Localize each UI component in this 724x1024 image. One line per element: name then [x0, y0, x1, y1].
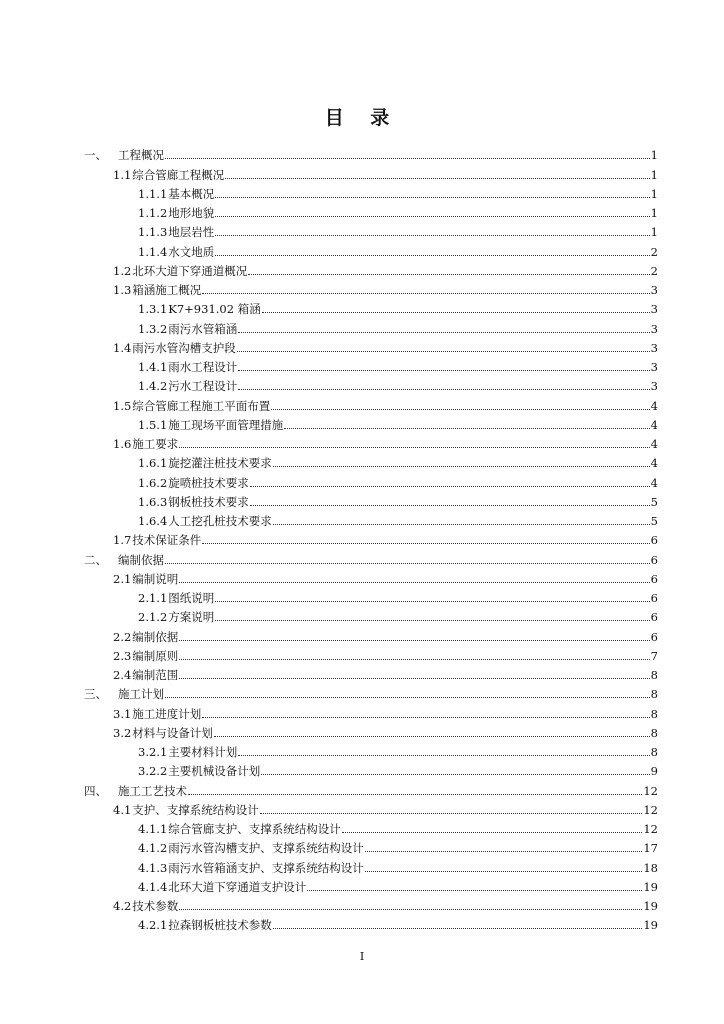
toc-entry-number: 1.4.2 — [138, 379, 168, 394]
toc-entry-title: 雨污水管箱涵支护、支撑系统结构设计 — [168, 860, 364, 875]
toc-entry[interactable] — [84, 316, 658, 335]
toc-entry[interactable] — [84, 393, 658, 412]
toc-entry[interactable] — [84, 567, 658, 586]
toc-entry-page: 12 — [643, 822, 658, 836]
toc-entry-number: 1.6 — [113, 437, 132, 451]
toc-entry[interactable] — [84, 432, 658, 451]
toc-entry-number: 三、 — [84, 687, 107, 702]
toc-entry-page: 1 — [650, 206, 658, 220]
toc-entry-page: 3 — [650, 321, 658, 336]
toc-entry-page: 19 — [643, 918, 658, 933]
toc-entry-title: 施工进度计划 — [132, 706, 202, 721]
toc-dot-leader — [284, 428, 649, 429]
toc-entry[interactable] — [84, 259, 658, 278]
toc-entry-title: K7+931.02 箱涵 — [168, 302, 261, 317]
toc-entry-title: 基本概况 — [168, 186, 215, 201]
toc-entry-number: 4.2.1 — [138, 918, 168, 933]
toc-entry-title: 材料与设备计划 — [132, 725, 213, 740]
toc-entry[interactable] — [84, 374, 658, 393]
toc-entry[interactable] — [84, 644, 658, 663]
toc-entry-number: 1.3.2 — [138, 321, 168, 336]
toc-dot-leader — [250, 486, 650, 487]
toc-entry[interactable] — [84, 740, 658, 759]
toc-entry-title: 雨污水管沟槽支护、支撑系统结构设计 — [168, 841, 364, 856]
toc-entry-number: 4.1 — [113, 802, 132, 817]
toc-entry[interactable] — [84, 855, 658, 874]
toc-entry-number: 3.2.2 — [138, 764, 168, 779]
toc-dot-leader — [215, 197, 649, 198]
toc-entry[interactable] — [84, 682, 658, 701]
toc-entry-title: 施工现场平面管理措施 — [168, 417, 284, 432]
toc-dot-leader — [165, 158, 650, 159]
toc-entry-number: 1.4 — [113, 340, 132, 355]
toc-entry-page: 6 — [650, 629, 658, 644]
toc-entry-number: 1.6.2 — [138, 475, 168, 490]
toc-entry[interactable] — [84, 143, 658, 162]
toc-entry-title: 支护、支撑系统结构设计 — [132, 802, 259, 817]
toc-entry-number: 1.1.3 — [138, 225, 168, 240]
toc-entry[interactable] — [84, 836, 658, 855]
toc-entry-page: 6 — [650, 552, 658, 567]
toc-entry[interactable] — [84, 297, 658, 316]
toc-entry-page: 5 — [650, 514, 658, 528]
toc-entry-title: 北环大道下穿通道概况 — [132, 263, 248, 278]
toc-dot-leader — [179, 909, 642, 910]
toc-entry-number: 3.2.1 — [138, 745, 168, 759]
toc-dot-leader — [202, 543, 649, 544]
toc-entry-title: 编制范围 — [132, 668, 179, 682]
toc-entry-number: 1.1.1 — [138, 186, 168, 201]
toc-entry-title: 箱涵施工概况 — [132, 283, 202, 297]
toc-entry-page: 17 — [643, 841, 658, 856]
toc-entry-number: 1.2 — [113, 263, 132, 278]
toc-entry-number: 4.1.2 — [138, 841, 168, 856]
toc-entry-title: 钢板桩技术要求 — [168, 494, 249, 509]
toc-entry-title: 综合管廊工程施工平面布置 — [132, 398, 271, 413]
toc-entry-page: 19 — [643, 899, 658, 913]
toc-entry-number: 四、 — [84, 783, 107, 798]
toc-dot-leader — [248, 274, 649, 275]
toc-dot-leader — [214, 736, 650, 737]
toc-entry-number: 3.2 — [113, 725, 132, 740]
toc-entry-number: 4.1.4 — [138, 879, 168, 894]
toc-entry-title: 编制原则 — [132, 648, 179, 663]
toc-dot-leader — [262, 312, 650, 313]
toc-entry[interactable] — [84, 413, 658, 432]
toc-dot-leader — [215, 601, 649, 602]
toc-entry-number: 4.1.3 — [138, 860, 168, 875]
toc-dot-leader — [179, 640, 649, 641]
toc-entry-number: 2.1.1 — [138, 591, 168, 605]
toc-entry-title: 编制说明 — [132, 571, 179, 586]
toc-entry-number: 2.1 — [113, 571, 132, 586]
toc-entry-title: 主要机械设备计划 — [168, 764, 261, 779]
toc-dot-leader — [188, 794, 642, 795]
toc-dot-leader — [365, 871, 643, 872]
toc-dot-leader — [179, 659, 649, 660]
toc-entry-page: 4 — [650, 475, 658, 490]
toc-entry[interactable] — [84, 220, 658, 239]
toc-entry-title: 污水工程设计 — [168, 379, 238, 394]
toc-entry-page: 12 — [643, 783, 658, 798]
toc-entry[interactable] — [84, 547, 658, 566]
toc-entry-number: 4.2 — [113, 899, 132, 913]
toc-entry-title: 北环大道下穿通道支护设计 — [168, 879, 307, 894]
toc-dot-leader — [179, 582, 649, 583]
toc-dot-leader — [215, 620, 649, 621]
toc-entry-page: 1 — [650, 167, 658, 182]
toc-entry-page: 8 — [650, 706, 658, 721]
toc-entry-number: 1.3 — [113, 283, 132, 297]
toc-title: 目 录 — [324, 107, 400, 129]
toc-dot-leader — [307, 890, 642, 891]
toc-entry-title: 拉森钢板桩技术参数 — [168, 918, 272, 933]
toc-entry-number: 2.1.2 — [138, 610, 168, 625]
table-of-contents — [84, 143, 658, 932]
toc-dot-leader — [238, 755, 649, 756]
toc-entry-page: 3 — [650, 302, 658, 317]
toc-entry-number: 1.6.3 — [138, 494, 168, 509]
toc-dot-leader — [237, 351, 650, 352]
toc-entry[interactable] — [84, 470, 658, 489]
toc-entry-number: 1.1 — [113, 167, 132, 182]
toc-entry-page: 6 — [650, 571, 658, 586]
toc-entry-number: 1.5 — [113, 398, 132, 413]
toc-entry-title: 雨水工程设计 — [168, 360, 238, 374]
toc-dot-leader — [238, 389, 649, 390]
toc-entry-number: 1.3.1 — [138, 302, 168, 317]
toc-entry-page: 1 — [650, 186, 658, 201]
toc-entry-page: 19 — [643, 879, 658, 894]
toc-dot-leader — [273, 524, 650, 525]
toc-entry-title: 方案说明 — [168, 610, 215, 625]
toc-dot-leader — [238, 370, 649, 371]
toc-entry-number: 1.6.4 — [138, 514, 168, 528]
toc-entry[interactable] — [84, 336, 658, 355]
toc-entry-number: 1.1.4 — [138, 244, 168, 259]
toc-entry-page: 3 — [650, 283, 658, 297]
toc-entry-title: 雨污水管沟槽支护段 — [132, 340, 236, 355]
toc-entry-number: 2.4 — [113, 668, 132, 682]
toc-entry[interactable] — [84, 778, 658, 797]
page-number: I — [359, 950, 365, 963]
toc-entry[interactable] — [84, 201, 658, 220]
toc-entry-page: 2 — [650, 263, 658, 278]
toc-dot-leader — [202, 717, 649, 718]
toc-entry[interactable] — [84, 913, 658, 932]
toc-entry-title: 旋挖灌注桩技术要求 — [168, 456, 272, 471]
toc-dot-leader — [273, 466, 650, 467]
toc-entry-title: 雨污水管箱涵 — [168, 321, 238, 336]
toc-entry-number: 一、 — [84, 148, 107, 163]
toc-entry-title: 人工挖孔桩技术要求 — [168, 514, 272, 528]
toc-entry-number: 1.5.1 — [138, 417, 168, 432]
toc-entry-page: 4 — [650, 437, 658, 451]
toc-entry[interactable] — [84, 490, 658, 509]
toc-dot-leader — [271, 409, 649, 410]
toc-entry-page: 12 — [643, 802, 658, 817]
toc-entry-page: 8 — [650, 687, 658, 702]
toc-entry[interactable] — [84, 182, 658, 201]
toc-entry-page: 8 — [650, 668, 658, 682]
toc-entry-number: 3.1 — [113, 706, 132, 721]
toc-entry[interactable] — [84, 759, 658, 778]
toc-entry-number: 4.1.1 — [138, 822, 168, 836]
toc-entry-number: 1.4.1 — [138, 360, 168, 374]
toc-entry-title: 图纸说明 — [168, 591, 215, 605]
toc-entry[interactable] — [84, 721, 658, 740]
toc-entry-page: 6 — [650, 533, 658, 548]
toc-entry-title: 施工要求 — [132, 437, 179, 451]
toc-entry[interactable] — [84, 355, 658, 374]
toc-entry[interactable] — [84, 701, 658, 720]
toc-entry-page: 4 — [650, 417, 658, 432]
toc-entry[interactable] — [84, 624, 658, 643]
toc-entry-title: 综合管廊支护、支撑系统结构设计 — [168, 822, 341, 836]
toc-entry-title: 施工计划 — [118, 687, 164, 702]
toc-dot-leader — [202, 293, 649, 294]
toc-entry-title: 技术参数 — [132, 899, 179, 913]
toc-dot-leader — [165, 697, 650, 698]
toc-entry-page: 1 — [650, 148, 658, 163]
toc-dot-leader — [215, 216, 649, 217]
toc-entry-page: 4 — [650, 456, 658, 471]
toc-entry[interactable] — [84, 239, 658, 258]
toc-entry-title: 技术保证条件 — [132, 533, 202, 548]
toc-entry-number: 2.3 — [113, 648, 132, 663]
toc-dot-leader — [225, 178, 649, 179]
toc-entry-number: 1.7 — [113, 533, 132, 548]
toc-dot-leader — [260, 813, 643, 814]
toc-entry-title: 地形地貌 — [168, 206, 215, 220]
toc-entry-page: 2 — [650, 244, 658, 259]
toc-entry-title: 编制依据 — [132, 629, 179, 644]
toc-entry-title: 主要材料计划 — [168, 745, 238, 759]
toc-entry[interactable] — [84, 798, 658, 817]
toc-dot-leader — [342, 832, 643, 833]
toc-entry-page: 3 — [650, 340, 658, 355]
toc-entry-title: 水文地质 — [168, 244, 215, 259]
toc-entry-title: 地层岩性 — [168, 225, 215, 240]
toc-entry[interactable] — [84, 663, 658, 682]
toc-entry[interactable] — [84, 162, 658, 181]
toc-dot-leader — [179, 678, 649, 679]
toc-entry-page: 9 — [650, 764, 658, 779]
toc-entry-page: 4 — [650, 398, 658, 413]
toc-entry-page: 7 — [650, 648, 658, 663]
toc-entry-number: 二、 — [84, 552, 107, 567]
toc-entry-number: 1.6.1 — [138, 456, 168, 471]
toc-entry[interactable] — [84, 509, 658, 528]
toc-entry-title: 施工工艺技术 — [118, 783, 187, 798]
toc-entry-title: 编制依据 — [118, 552, 164, 567]
toc-entry-title: 工程概况 — [118, 148, 164, 163]
toc-entry-page: 5 — [650, 494, 658, 509]
toc-entry-page: 6 — [650, 591, 658, 605]
toc-entry[interactable] — [84, 605, 658, 624]
toc-dot-leader — [215, 255, 649, 256]
toc-dot-leader — [238, 332, 649, 333]
toc-entry-page: 8 — [650, 725, 658, 740]
toc-dot-leader — [365, 851, 643, 852]
toc-dot-leader — [179, 447, 649, 448]
toc-entry[interactable] — [84, 278, 658, 297]
toc-entry-title: 旋喷桩技术要求 — [168, 475, 249, 490]
toc-entry-number: 2.2 — [113, 629, 132, 644]
toc-entry-page: 8 — [650, 745, 658, 759]
toc-entry[interactable] — [84, 875, 658, 894]
toc-entry-page: 3 — [650, 379, 658, 394]
toc-entry-page: 3 — [650, 360, 658, 374]
toc-entry-page: 1 — [650, 225, 658, 240]
toc-dot-leader — [165, 563, 650, 564]
toc-entry[interactable] — [84, 528, 658, 547]
toc-entry-number: 1.1.2 — [138, 206, 168, 220]
toc-dot-leader — [273, 928, 643, 929]
toc-entry-page: 18 — [643, 860, 658, 875]
toc-entry[interactable] — [84, 451, 658, 470]
toc-dot-leader — [215, 235, 649, 236]
toc-entry[interactable] — [84, 817, 658, 836]
toc-entry[interactable] — [84, 894, 658, 913]
toc-entry-title: 综合管廊工程概况 — [132, 167, 225, 182]
toc-entry[interactable] — [84, 586, 658, 605]
toc-dot-leader — [250, 505, 650, 506]
toc-dot-leader — [261, 774, 649, 775]
toc-entry-page: 6 — [650, 610, 658, 625]
